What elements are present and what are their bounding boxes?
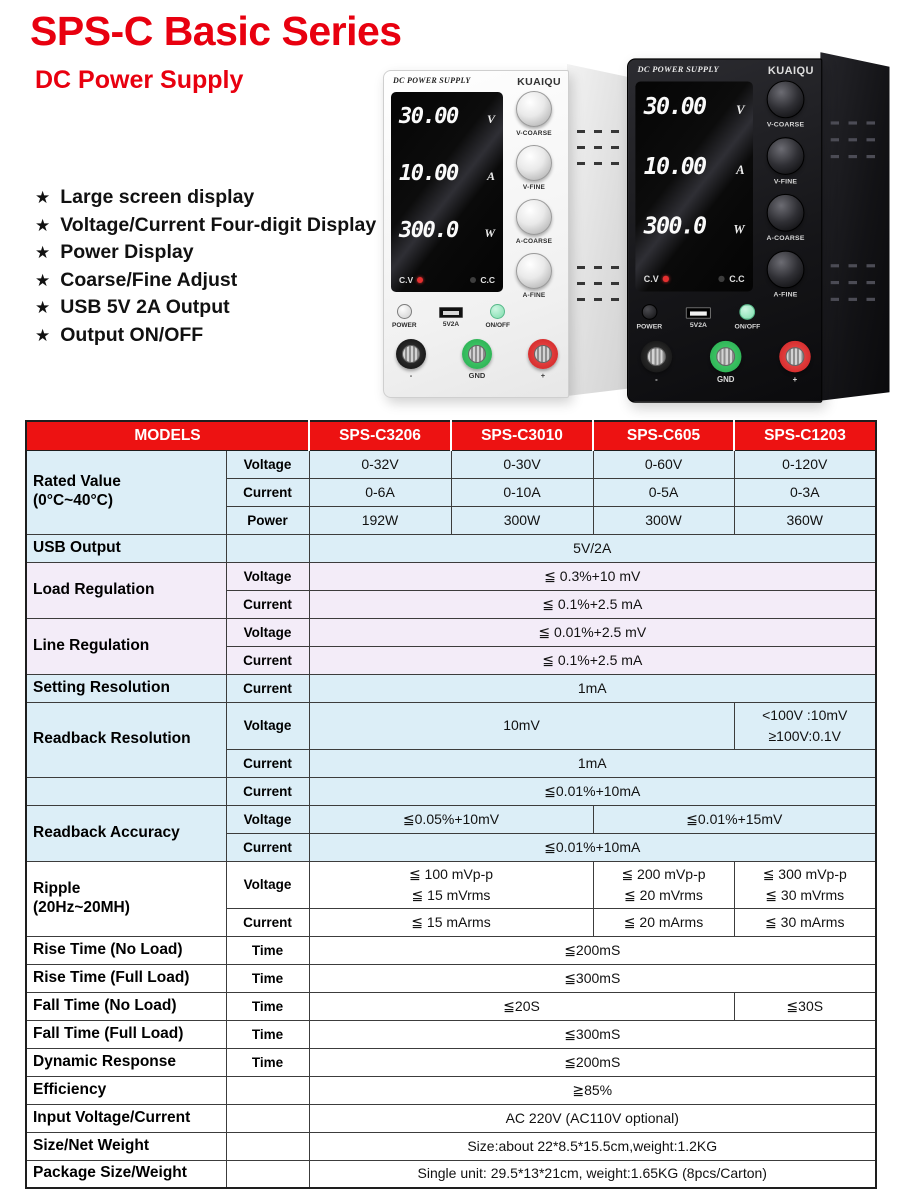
spec-row: [26, 964, 876, 992]
spec-sublabel: Current: [226, 749, 309, 777]
product-photo-black: [627, 50, 892, 407]
a-fine-label: A-FINE: [773, 291, 798, 299]
spec-value: 10mV: [309, 702, 734, 749]
spec-label: Dynamic Response: [26, 1048, 226, 1076]
spec-sublabel: Time: [226, 1048, 309, 1076]
spec-value: ≦ 0.1%+2.5 mA: [309, 646, 876, 674]
star-icon: ★: [35, 243, 51, 262]
a-fine-knob: [767, 251, 805, 289]
spec-label: Readback Accuracy: [26, 805, 226, 861]
spec-value: 192W: [309, 506, 451, 534]
cc-label: C.C: [480, 275, 495, 285]
spec-value: 5V/2A: [309, 534, 876, 562]
spec-row: [26, 1104, 876, 1132]
spec-row: [26, 534, 876, 562]
spec-value: ≦200mS: [309, 1048, 876, 1076]
spec-value: 0-3A: [734, 478, 876, 506]
cc-indicator-led: [470, 277, 476, 283]
spec-label: Rise Time (Full Load): [26, 964, 226, 992]
spec-table: [25, 420, 877, 1189]
usb-port: [686, 307, 711, 319]
spec-value: 360W: [734, 506, 876, 534]
spec-label: Fall Time (Full Load): [26, 1020, 226, 1048]
spec-label: Rise Time (No Load): [26, 936, 226, 964]
feature-text: Coarse/Fine Adjust: [60, 268, 238, 291]
spec-value: ≦ 200 mVp-p ≦ 20 mVrms: [593, 861, 734, 908]
a-fine-knob: [516, 253, 552, 289]
v-coarse-label: V-COARSE: [516, 130, 552, 137]
spec-value: ≦300mS: [309, 1020, 876, 1048]
voltage-unit: V: [486, 112, 495, 126]
model-column-header: SPS-C3206: [309, 421, 451, 450]
spec-label: [26, 777, 226, 805]
page-title: SPS-C Basic Series: [30, 8, 402, 54]
cv-label: C.V: [399, 275, 414, 285]
spec-row: [26, 562, 876, 590]
power-reading: 300.0: [399, 218, 458, 243]
v-coarse-label: V-COARSE: [766, 121, 805, 129]
spec-value: Size:about 22*8.5*15.5cm,weight:1.2KG: [309, 1132, 876, 1160]
device-front-panel: [627, 58, 822, 402]
spec-value: ≦ 20 mArms: [593, 908, 734, 936]
cv-indicator-led: [663, 276, 669, 282]
current-unit: A: [486, 169, 495, 183]
spec-label: Line Regulation: [26, 618, 226, 674]
feature-item: [35, 322, 376, 350]
negative-terminal-label: -: [655, 374, 658, 384]
spec-label: Efficiency: [26, 1076, 226, 1104]
voltage-unit: V: [736, 102, 745, 118]
spec-sublabel: [226, 1076, 309, 1104]
negative-terminal: [396, 339, 426, 369]
spec-value: ≦ 0.01%+2.5 mV: [309, 618, 876, 646]
spec-value: ≦ 0.3%+10 mV: [309, 562, 876, 590]
spec-value: 1mA: [309, 674, 876, 702]
usb-port: [439, 307, 463, 318]
onoff-button-label: ON/OFF: [734, 323, 761, 331]
feature-text: Voltage/Current Four-digit Display: [60, 213, 377, 236]
spec-row: [26, 777, 876, 805]
gnd-terminal-label: GND: [716, 374, 735, 384]
voltage-reading: 30.00: [399, 104, 458, 129]
spec-sublabel: Current: [226, 777, 309, 805]
star-icon: ★: [35, 298, 51, 317]
feature-text: Large screen display: [60, 186, 255, 208]
spec-sublabel: Voltage: [226, 618, 309, 646]
spec-row: [26, 450, 876, 478]
product-photo-white: [383, 62, 635, 402]
spec-label: USB Output: [26, 534, 226, 562]
spec-label: Rated Value (0°C~40°C): [26, 450, 226, 534]
device-display: [391, 92, 503, 292]
spec-row: [26, 1132, 876, 1160]
spec-sublabel: [226, 534, 309, 562]
star-icon: ★: [35, 188, 51, 207]
spec-label: Ripple (20Hz~20MH): [26, 861, 226, 936]
positive-terminal-label: +: [540, 371, 546, 380]
spec-value: 300W: [593, 506, 734, 534]
spec-label: Input Voltage/Current: [26, 1104, 226, 1132]
feature-text: USB 5V 2A Output: [60, 296, 230, 318]
spec-label: Setting Resolution: [26, 674, 226, 702]
spec-row: [26, 618, 876, 646]
terminal-row: [635, 341, 816, 384]
model-column-header: SPS-C1203: [734, 421, 876, 450]
spec-sublabel: Voltage: [226, 562, 309, 590]
spec-sublabel: Current: [226, 478, 309, 506]
v-fine-knob: [767, 137, 805, 175]
onoff-button-label: ON/OFF: [485, 322, 510, 329]
spec-sublabel: Current: [226, 646, 309, 674]
spec-header-row: [26, 421, 876, 450]
spec-label: Readback Resolution: [26, 702, 226, 777]
usb-port-label: 5V2A: [689, 321, 707, 330]
star-icon: ★: [35, 215, 51, 235]
spec-label: Package Size/Weight: [26, 1160, 226, 1188]
spec-value: 0-32V: [309, 450, 451, 478]
feature-list: [35, 184, 376, 349]
ventilation-slots: [577, 266, 623, 314]
spec-label: Size/Net Weight: [26, 1132, 226, 1160]
spec-row: [26, 861, 876, 908]
output-onoff-button: [740, 304, 756, 320]
star-icon: ★: [35, 325, 51, 345]
output-onoff-button: [490, 304, 505, 319]
cc-indicator-led: [719, 276, 725, 282]
usb-port-label: 5V2A: [442, 321, 460, 328]
spec-value: ≦ 0.1%+2.5 mA: [309, 590, 876, 618]
spec-row: [26, 674, 876, 702]
knob-column: [505, 91, 563, 307]
spec-value: 0-5A: [593, 478, 734, 506]
spec-row: [26, 702, 876, 749]
a-coarse-label: A-COARSE: [766, 234, 805, 243]
control-row: [392, 304, 510, 329]
spec-sublabel: Time: [226, 1020, 309, 1048]
feature-text: Output ON/OFF: [60, 323, 204, 346]
spec-sublabel: Current: [226, 590, 309, 618]
power-unit: W: [733, 222, 745, 237]
spec-row: [26, 1076, 876, 1104]
device-display: [635, 82, 753, 292]
v-fine-label: V-FINE: [522, 184, 546, 191]
spec-row: [26, 936, 876, 964]
device-side-panel: [567, 64, 633, 396]
spec-row: [26, 1160, 876, 1188]
spec-row: [26, 992, 876, 1020]
feature-item: [35, 212, 376, 240]
power-unit: W: [484, 226, 495, 240]
spec-sublabel: Time: [226, 964, 309, 992]
spec-value: ≦0.01%+15mV: [593, 805, 876, 833]
model-column-header: SPS-C3010: [451, 421, 593, 450]
power-reading: 300.0: [643, 213, 706, 241]
spec-value: 0-10A: [451, 478, 593, 506]
spec-sublabel: Current: [226, 833, 309, 861]
ventilation-slots: [831, 264, 879, 314]
cc-label: C.C: [729, 273, 745, 285]
ventilation-slots: [831, 121, 879, 171]
knob-column: [755, 80, 816, 307]
model-column-header: SPS-C605: [593, 421, 734, 450]
v-coarse-knob: [767, 80, 805, 118]
spec-sublabel: Current: [226, 908, 309, 936]
spec-value: 0-60V: [593, 450, 734, 478]
spec-sublabel: Time: [226, 992, 309, 1020]
brand-logo: KUAIQU: [767, 64, 814, 78]
spec-value: ≧85%: [309, 1076, 876, 1104]
cv-indicator-led: [417, 277, 423, 283]
feature-item: [35, 267, 376, 295]
spec-value: ≦200mS: [309, 936, 876, 964]
current-reading: 10.00: [399, 161, 458, 186]
spec-row: [26, 805, 876, 833]
spec-value: ≦0.05%+10mV: [309, 805, 593, 833]
feature-item: [35, 294, 376, 322]
spec-value: ≦ 30 mArms: [734, 908, 876, 936]
a-coarse-knob: [516, 199, 552, 235]
spec-value: ≦ 15 mArms: [309, 908, 593, 936]
spec-value: ≦0.01%+10mA: [309, 777, 876, 805]
spec-value: 0-30V: [451, 450, 593, 478]
spec-value: ≦ 100 mVp-p ≦ 15 mVrms: [309, 861, 593, 908]
spec-sublabel: [226, 1132, 309, 1160]
spec-table-wrap: [25, 420, 877, 1189]
spec-sublabel: Voltage: [226, 702, 309, 749]
brand-logo: KUAIQU: [517, 76, 561, 88]
spec-label: Fall Time (No Load): [26, 992, 226, 1020]
gnd-terminal: [710, 341, 742, 373]
negative-terminal: [641, 341, 673, 373]
a-coarse-knob: [767, 194, 805, 232]
positive-terminal-label: +: [792, 374, 798, 384]
spec-row: [26, 1048, 876, 1076]
page-subtitle: DC Power Supply: [35, 66, 244, 94]
gnd-terminal-label: GND: [468, 371, 486, 380]
v-fine-label: V-FINE: [773, 178, 798, 186]
spec-sublabel: Voltage: [226, 805, 309, 833]
device-panel-title: DC POWER SUPPLY: [637, 64, 719, 75]
spec-sublabel: Voltage: [226, 861, 309, 908]
spec-value: 0-120V: [734, 450, 876, 478]
spec-value: ≦0.01%+10mA: [309, 833, 876, 861]
spec-value: ≦30S: [734, 992, 876, 1020]
a-fine-label: A-FINE: [522, 292, 546, 299]
spec-sublabel: [226, 1160, 309, 1188]
positive-terminal: [528, 339, 558, 369]
spec-sublabel: Voltage: [226, 450, 309, 478]
spec-value: ≦20S: [309, 992, 734, 1020]
device-side-panel: [820, 52, 889, 401]
current-reading: 10.00: [643, 153, 706, 181]
spec-sublabel: Power: [226, 506, 309, 534]
spec-value: 0-6A: [309, 478, 451, 506]
spec-sublabel: [226, 1104, 309, 1132]
spec-sublabel: Time: [226, 936, 309, 964]
terminal-row: [391, 339, 563, 380]
feature-item: [35, 239, 376, 267]
spec-value: ≦ 300 mVp-p ≦ 30 mVrms: [734, 861, 876, 908]
spec-value: ≦300mS: [309, 964, 876, 992]
spec-label: Load Regulation: [26, 562, 226, 618]
positive-terminal: [779, 341, 811, 373]
a-coarse-label: A-COARSE: [515, 238, 553, 245]
v-fine-knob: [516, 145, 552, 181]
star-icon: ★: [35, 270, 51, 290]
ventilation-slots: [577, 130, 623, 178]
spec-value: 300W: [451, 506, 593, 534]
gnd-terminal: [462, 339, 492, 369]
cv-label: C.V: [643, 273, 659, 285]
spec-value: AC 220V (AC110V optional): [309, 1104, 876, 1132]
voltage-reading: 30.00: [643, 94, 706, 121]
negative-terminal-label: -: [409, 371, 413, 380]
control-row: [636, 304, 760, 330]
spec-value: Single unit: 29.5*13*21cm, weight:1.65KG (8pcs/Carton): [309, 1160, 876, 1188]
spec-row: [26, 1020, 876, 1048]
device-panel-title: DC POWER SUPPLY: [393, 76, 471, 85]
spec-sublabel: Current: [226, 674, 309, 702]
spec-value: <100V :10mV ≥100V:0.1V: [734, 702, 876, 749]
power-button: [641, 304, 657, 320]
power-button: [397, 304, 412, 319]
feature-text: Power Display: [60, 241, 194, 263]
v-coarse-knob: [516, 91, 552, 127]
spec-value: 1mA: [309, 749, 876, 777]
models-header-cell: MODELS: [26, 421, 309, 450]
power-button-label: POWER: [392, 322, 417, 329]
device-front-panel: [383, 70, 569, 398]
power-button-label: POWER: [636, 323, 663, 331]
feature-item: [35, 184, 376, 212]
current-unit: A: [736, 162, 745, 178]
